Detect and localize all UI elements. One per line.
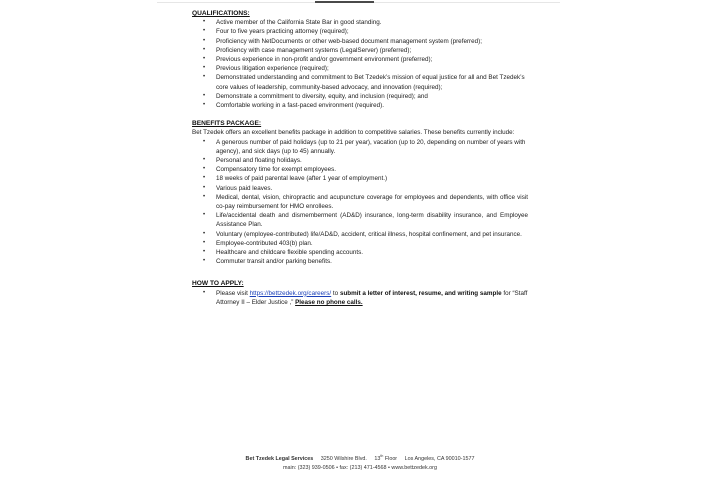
list-item <box>192 289 528 307</box>
footer-line-1 <box>160 452 560 464</box>
main-phone: main: (323) 939-0506 <box>283 465 335 472</box>
list-item: • Personal and floating holidays. <box>192 156 528 165</box>
website: www.bettzedek.org <box>391 465 437 472</box>
floor-number: 13 <box>374 455 381 462</box>
no-calls-notice: Please no phone calls. <box>295 298 363 306</box>
apply-prefix: Please visit <box>216 289 250 297</box>
street-address: 3250 Wilshire Blvd. <box>320 455 367 462</box>
apply-section <box>192 279 528 307</box>
list-item: • Previous litigation experience (required); <box>192 64 528 73</box>
list-item: • Comfortable working in a fast-paced environment (required). <box>192 101 528 110</box>
separator-dot: • <box>336 465 338 472</box>
list-item: • Various paid leaves. <box>192 184 528 193</box>
qualifications-heading: QUALIFICATIONS: <box>192 10 250 17</box>
qualifications-list <box>192 18 528 110</box>
list-item: • Compensatory time for exempt employees. <box>192 165 528 174</box>
list-item: • Demonstrated understanding and commitment to Bet Tzedek’s mission of equal justice for all and Bet Tzedek’s core values of leadership, community-based advocacy, and innovation (required); <box>192 73 528 91</box>
list-item: • Medical, dental, vision, chiropractic and acupuncture coverage for employees and dependents, with office visit co-pay reimbursement for HMO enrollees. <box>192 193 528 211</box>
footer-line-2 <box>160 464 560 474</box>
apply-position: for “Staff Attorney II – Elder Justice ,” <box>216 289 528 306</box>
apply-instructions: submit a letter of interest, resume, and writing sample <box>339 289 502 297</box>
document-page <box>192 9 528 307</box>
scroll-indicator[interactable] <box>315 1 374 3</box>
organization-name: Bet Tzedek Legal Services <box>245 455 314 462</box>
benefits-heading: BENEFITS PACKAGE: <box>192 120 262 128</box>
benefits-section <box>192 119 528 266</box>
list-item: • Commuter transit and/or parking benefits. <box>192 257 528 266</box>
benefit-first-line: A generous number of paid holidays (up to 21 per year), vacation (up to 20, depending on number of years with <box>216 138 526 146</box>
list-item: • Demonstrate a commitment to diversity, equity, and inclusion (required); and <box>192 92 528 101</box>
list-item: • Healthcare and childcare flexible spending accounts. <box>192 248 528 257</box>
qualifications-section <box>192 9 528 110</box>
apply-heading: HOW TO APPLY: <box>192 280 244 288</box>
list-item: • 18 weeks of paid parental leave (after 1 year of employment.) <box>192 174 528 183</box>
apply-middle: to <box>331 289 340 297</box>
floor-word: Floor <box>383 455 398 462</box>
floor-suffix: th <box>380 454 384 458</box>
list-item: • Employee-contributed 403(b) plan. <box>192 239 528 248</box>
list-item <box>192 138 528 156</box>
separator-dot: • <box>388 465 390 472</box>
apply-list <box>192 289 528 307</box>
benefits-intro: Bet Tzedek offers an excellent benefits package in addition to competitive salaries. These benefits currently include: <box>192 129 515 137</box>
benefits-list <box>192 138 528 267</box>
benefit-first-line-cont: agency), and sick days (up to 45) annually. <box>216 147 336 155</box>
careers-link[interactable]: https://bettzedek.org/careers/ <box>249 289 332 297</box>
list-item: • Voluntary (employee-contributed) life/AD&D, accident, critical illness, hospital confinement, and pet insurance. <box>192 230 528 239</box>
letterhead-footer <box>160 452 560 474</box>
list-item: • Four to five years practicing attorney (required); <box>192 27 528 36</box>
list-item: • Previous experience in non-profit and/or government environment (preferred); <box>192 55 528 64</box>
list-item: • Life/accidental death and dismemberment (AD&D) insurance, long-term disability insurance, and Employee Assistance Plan. <box>192 211 528 229</box>
fax-number: fax: (213) 471-4568 <box>339 465 387 472</box>
list-item: • Proficiency with case management systems (LegalServer) (preferred); <box>192 46 528 55</box>
list-item: • Proficiency with NetDocuments or other web-based document management system (preferred); <box>192 37 528 46</box>
list-item: • Active member of the California State Bar in good standing. <box>192 18 528 27</box>
city-address: Los Angeles, CA 90010-1577 <box>404 455 475 462</box>
